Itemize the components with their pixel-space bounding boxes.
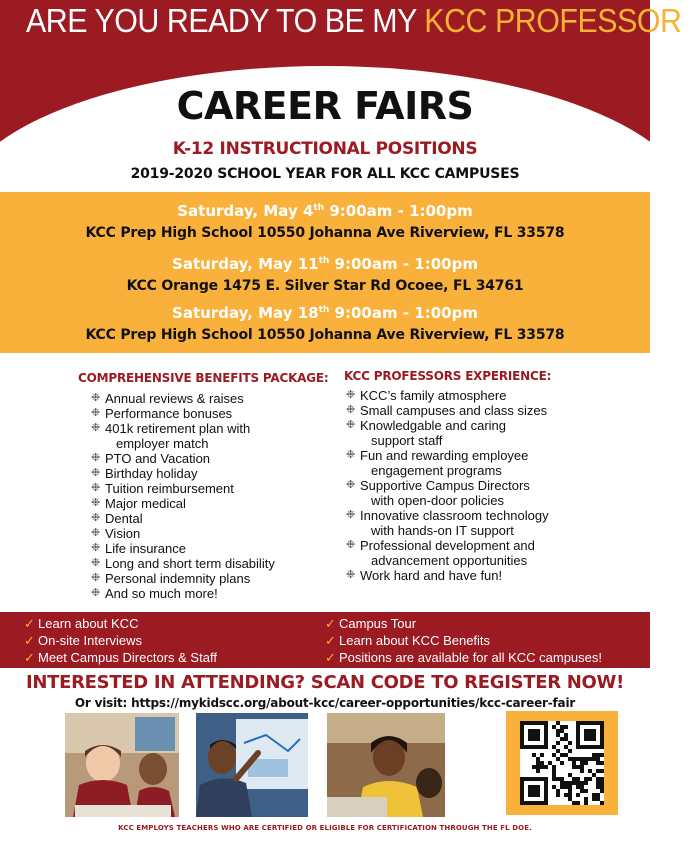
school-year: 2019-2020 SCHOOL YEAR FOR ALL KCC CAMPUSES — [130, 166, 520, 182]
list-item-text: Knowledgable and caring — [360, 418, 506, 433]
list-item — [91, 481, 331, 496]
list-item — [24, 632, 217, 649]
four-petal-bullet-icon: ❉ — [91, 392, 101, 404]
benefits-heading: COMPREHENSIVE BENEFITS PACKAGE: — [78, 371, 329, 385]
headline-text: ARE YOU READY TO BE MY — [26, 2, 425, 39]
list-item — [346, 568, 596, 583]
event-time: 9:00am - 1:00pm — [329, 255, 478, 273]
four-petal-bullet-icon: ❉ — [91, 542, 101, 554]
headline-question-mark: ? — [681, 2, 698, 39]
registration-link[interactable]: Or visit: https://mykidscc.org/about-kcc/career-opportunities/kcc-career-fair — [74, 696, 576, 710]
checklist-left — [24, 615, 217, 666]
event-date — [0, 199, 650, 220]
list-item — [325, 649, 602, 666]
list-item-text: Small campuses and class sizes — [360, 403, 548, 418]
four-petal-bullet-icon: ❉ — [346, 389, 356, 401]
list-item — [91, 406, 331, 421]
checklist-right — [325, 615, 602, 666]
list-item — [91, 526, 331, 541]
list-item — [91, 391, 331, 406]
list-item — [24, 615, 217, 632]
event-1 — [0, 199, 650, 242]
headline-accent: KCC PROFESSOR — [424, 2, 682, 39]
page-title: CAREER FAIRS — [176, 84, 474, 128]
list-item — [91, 511, 331, 526]
list-item — [91, 496, 331, 511]
four-petal-bullet-icon: ❉ — [91, 527, 101, 539]
list-item — [346, 508, 596, 538]
experience-list — [346, 388, 596, 583]
list-item-text: Learn about KCC Benefits — [339, 633, 491, 648]
four-petal-bullet-icon: ❉ — [91, 452, 101, 464]
list-item — [346, 388, 596, 403]
list-item-text: Tuition reimbursement — [105, 481, 234, 496]
four-petal-bullet-icon: ❉ — [91, 497, 101, 509]
qr-code-graphic — [520, 721, 604, 805]
list-item-text: PTO and Vacation — [105, 451, 211, 466]
event-time: 9:00am - 1:00pm — [324, 202, 473, 220]
list-item — [346, 478, 596, 508]
event-location: KCC Orange 1475 E. Silver Star Rd Ocoee, FL 34761 — [126, 278, 524, 294]
list-item-text: Performance bonuses — [105, 406, 233, 421]
certification-note: KCC EMPLOYS TEACHERS WHO ARE CERTIFIED OR ELIGIBLE FOR CERTIFICATION THROUGH THE FL DOE. — [118, 824, 532, 832]
four-petal-bullet-icon: ❉ — [346, 509, 356, 521]
four-petal-bullet-icon: ❉ — [91, 482, 101, 494]
list-item-text: 401k retirement plan with — [105, 421, 251, 436]
list-item — [91, 421, 331, 451]
qr-code-icon[interactable] — [520, 721, 604, 805]
event-3 — [0, 301, 650, 344]
list-item — [91, 451, 331, 466]
four-petal-bullet-icon: ❉ — [91, 422, 101, 434]
list-item-text-continued: with hands-on IT support — [371, 523, 514, 538]
list-item-text: Life insurance — [105, 541, 186, 556]
event-time: 9:00am - 1:00pm — [329, 304, 478, 322]
list-item — [91, 541, 331, 556]
list-item — [91, 586, 331, 601]
list-item — [346, 418, 596, 448]
event-date-suffix: th — [318, 256, 330, 266]
list-item — [346, 538, 596, 568]
list-item — [346, 403, 596, 418]
photo-students-writing — [65, 713, 179, 817]
list-item-text: Major medical — [105, 496, 186, 511]
list-item-text: And so much more! — [105, 586, 218, 601]
list-item-text: Fun and rewarding employee — [360, 448, 529, 463]
list-item-text: Birthday holiday — [105, 466, 198, 481]
photo-student-smartboard — [196, 713, 308, 817]
list-item-text: KCC’s family atmosphere — [360, 388, 507, 403]
four-petal-bullet-icon: ❉ — [91, 467, 101, 479]
list-item-text: Long and short term disability — [105, 556, 275, 571]
event-2 — [0, 252, 650, 295]
subtitle: K-12 INSTRUCTIONAL POSITIONS — [172, 139, 478, 159]
check-icon: ✓ — [24, 633, 35, 648]
list-item — [91, 556, 331, 571]
list-item-text-continued: with open-door policies — [371, 493, 504, 508]
event-location: KCC Prep High School 10550 Johanna Ave Riverview, FL 33578 — [85, 327, 565, 343]
headline — [26, 2, 698, 40]
event-date-day: Saturday, May 11 — [172, 255, 319, 273]
photo-teacher-with-student — [327, 713, 445, 817]
event-date — [0, 301, 650, 322]
list-item-text: Personal indemnity plans — [105, 571, 251, 586]
four-petal-bullet-icon: ❉ — [346, 449, 356, 461]
list-item-text-continued: employer match — [116, 436, 209, 451]
list-item-text: Campus Tour — [339, 616, 417, 631]
event-date-day: Saturday, May 18 — [172, 304, 319, 322]
list-item-text: Vision — [105, 526, 141, 541]
list-item — [325, 615, 602, 632]
list-item-text: Innovative classroom technology — [360, 508, 549, 523]
four-petal-bullet-icon: ❉ — [346, 479, 356, 491]
event-date-suffix: th — [313, 203, 325, 213]
photo-students-writing-image — [65, 713, 179, 817]
event-date-suffix: th — [318, 305, 330, 315]
check-icon: ✓ — [325, 650, 336, 665]
benefits-list — [91, 391, 331, 601]
check-icon: ✓ — [24, 616, 35, 631]
four-petal-bullet-icon: ❉ — [346, 419, 356, 431]
list-item-text-continued: advancement opportunities — [371, 553, 528, 568]
four-petal-bullet-icon: ❉ — [346, 404, 356, 416]
list-item-text-continued: engagement programs — [371, 463, 502, 478]
event-location: KCC Prep High School 10550 Johanna Ave Riverview, FL 33578 — [85, 225, 565, 241]
event-date — [0, 252, 650, 273]
checklist-band — [0, 612, 650, 668]
list-item-text: On-site Interviews — [38, 633, 143, 648]
register-cta: INTERESTED IN ATTENDING? SCAN CODE TO REGISTER NOW! — [25, 672, 625, 693]
four-petal-bullet-icon: ❉ — [91, 587, 101, 599]
list-item-text: Learn about KCC — [38, 616, 139, 631]
four-petal-bullet-icon: ❉ — [91, 557, 101, 569]
list-item-text-continued: support staff — [371, 433, 443, 448]
event-date-day: Saturday, May 4 — [177, 202, 314, 220]
photo-student-smartboard-image — [196, 713, 308, 817]
experience-heading: KCC PROFESSORS EXPERIENCE: — [344, 369, 552, 383]
list-item — [91, 466, 331, 481]
check-icon: ✓ — [325, 633, 336, 648]
check-icon: ✓ — [325, 616, 336, 631]
check-icon: ✓ — [24, 650, 35, 665]
list-item-text: Positions are available for all KCC campuses! — [339, 650, 603, 665]
list-item-text: Work hard and have fun! — [360, 568, 503, 583]
four-petal-bullet-icon: ❉ — [91, 512, 101, 524]
list-item-text: Supportive Campus Directors — [360, 478, 530, 493]
photo-teacher-with-student-image — [327, 713, 445, 817]
list-item — [91, 571, 331, 586]
list-item-text: Annual reviews & raises — [105, 391, 244, 406]
four-petal-bullet-icon: ❉ — [346, 539, 356, 551]
four-petal-bullet-icon: ❉ — [91, 572, 101, 584]
four-petal-bullet-icon: ❉ — [91, 407, 101, 419]
list-item — [325, 632, 602, 649]
list-item-text: Dental — [105, 511, 143, 526]
event-dates-band — [0, 192, 650, 353]
list-item — [346, 448, 596, 478]
list-item — [24, 649, 217, 666]
list-item-text: Meet Campus Directors & Staff — [38, 650, 217, 665]
list-item-text: Professional development and — [360, 538, 535, 553]
four-petal-bullet-icon: ❉ — [346, 569, 356, 581]
